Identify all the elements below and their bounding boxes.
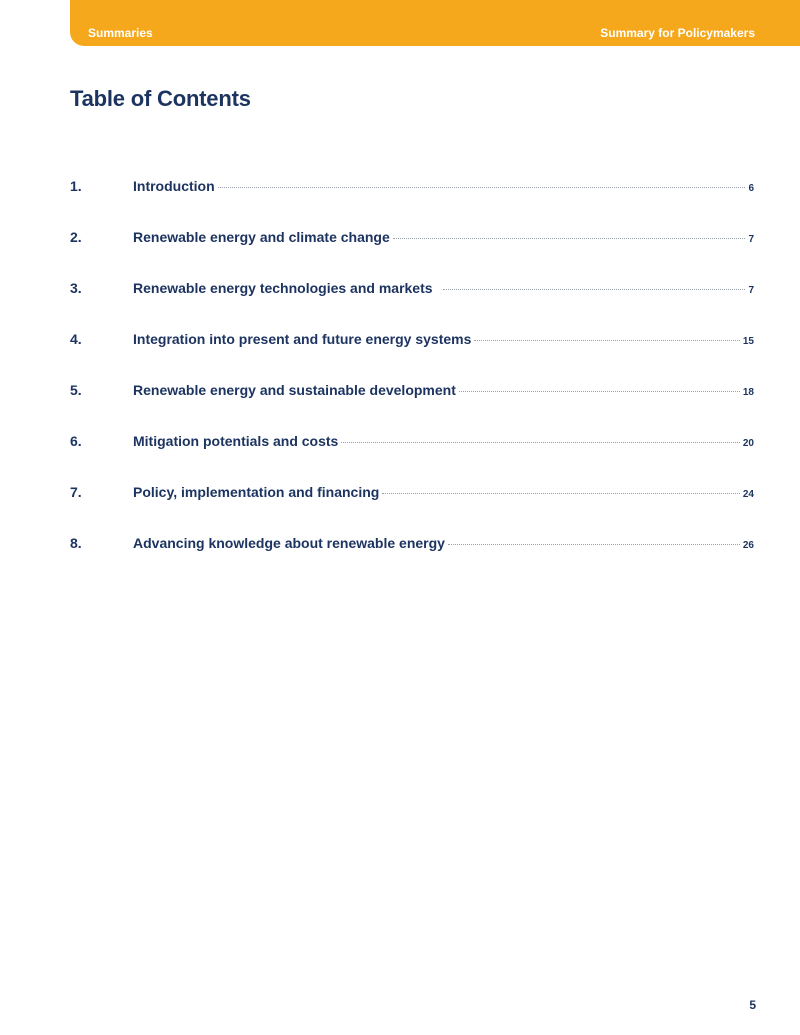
toc-entry-page: 18 (742, 387, 754, 398)
table-of-contents (70, 178, 754, 586)
toc-entry-title[interactable]: Policy, implementation and financing (133, 484, 380, 500)
toc-entry-page: 7 (748, 285, 754, 296)
header-band (70, 0, 800, 46)
toc-entry-title[interactable]: Renewable energy technologies and markets (133, 280, 433, 296)
page-number: 5 (749, 998, 756, 1012)
toc-entry-title[interactable]: Renewable energy and sustainable development (133, 382, 456, 398)
toc-entry[interactable] (70, 535, 754, 586)
toc-leader-dots (382, 493, 740, 494)
toc-entry[interactable] (70, 382, 754, 433)
toc-leader-dots (341, 442, 740, 443)
toc-entry-page: 24 (742, 489, 754, 500)
toc-entry-page: 7 (748, 234, 754, 245)
toc-entry-title[interactable]: Integration into present and future energy systems (133, 331, 472, 347)
page-title: Table of Contents (70, 86, 251, 111)
document-label: Summary for Policymakers (600, 26, 755, 40)
toc-entry-number: 3. (70, 280, 82, 296)
toc-leader-dots (474, 340, 739, 341)
toc-entry-number: 6. (70, 433, 82, 449)
toc-leader-dots (443, 289, 745, 290)
toc-entry[interactable] (70, 331, 754, 382)
toc-entry-title[interactable]: Mitigation potentials and costs (133, 433, 339, 449)
toc-entry-title[interactable]: Advancing knowledge about renewable energy (133, 535, 445, 551)
toc-entry-page: 20 (742, 438, 754, 449)
toc-entry[interactable] (70, 178, 754, 229)
toc-entry[interactable] (70, 484, 754, 535)
toc-leader-dots (393, 238, 745, 239)
toc-entry-number: 2. (70, 229, 82, 245)
toc-entry-number: 5. (70, 382, 82, 398)
toc-entry-title[interactable]: Introduction (133, 178, 215, 194)
toc-leader-dots (218, 187, 745, 188)
toc-entry-number: 4. (70, 331, 82, 347)
toc-entry-page: 6 (748, 183, 754, 194)
toc-entry-page: 15 (742, 336, 754, 347)
toc-entry[interactable] (70, 280, 754, 331)
toc-entry-number: 7. (70, 484, 82, 500)
toc-entry-title[interactable]: Renewable energy and climate change (133, 229, 390, 245)
toc-leader-dots (459, 391, 740, 392)
toc-entry[interactable] (70, 433, 754, 484)
toc-leader-dots (448, 544, 740, 545)
toc-entry[interactable] (70, 229, 754, 280)
toc-entry-page: 26 (742, 540, 754, 551)
toc-entry-number: 1. (70, 178, 82, 194)
section-label: Summaries (88, 26, 153, 40)
toc-entry-number: 8. (70, 535, 82, 551)
